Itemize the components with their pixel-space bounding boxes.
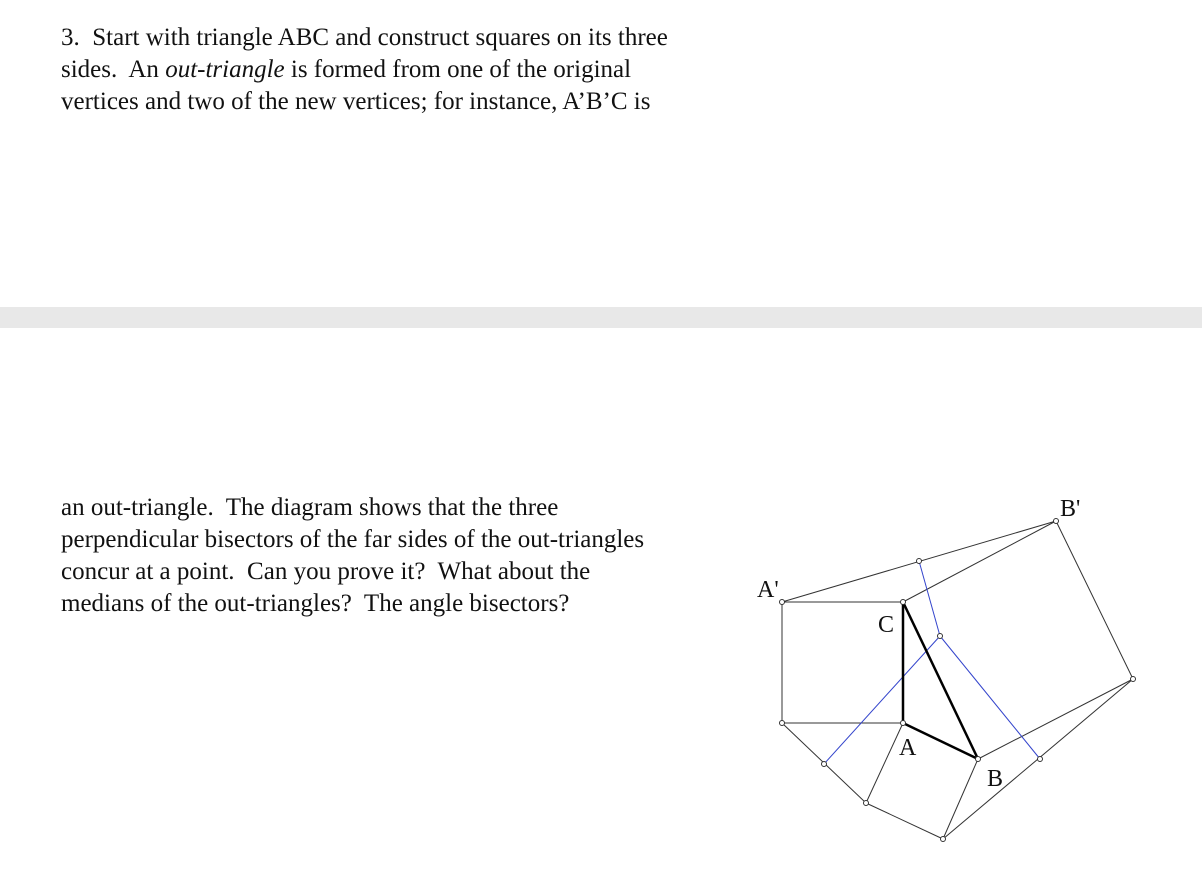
square-cb-bottom-edge <box>978 679 1133 759</box>
intro-line-1: 3. Start with triangle ABC and construct squares on its three <box>61 24 668 51</box>
cont-line-2: perpendicular bisectors of the far sides of the out-triangles <box>61 526 645 553</box>
point-A <box>901 721 906 726</box>
point-midpoint-left <box>822 762 827 767</box>
bisector-2 <box>824 636 940 764</box>
point-A-prime <box>780 600 785 605</box>
point-midpoint-top <box>917 559 922 564</box>
intro-line-3: vertices and two of the new vertices; for instance, A’B’C is <box>61 88 651 115</box>
square-ab-bottom-edge <box>866 803 943 839</box>
label-B-prime: B' <box>1060 496 1081 522</box>
point-concurrence <box>938 634 943 639</box>
square-ab-left-edge <box>866 723 903 803</box>
square-cb-top-edge <box>903 521 1056 602</box>
point-C <box>901 600 906 605</box>
point-B <box>976 757 981 762</box>
square-on-CB <box>903 521 1133 759</box>
point-square-cb-corner <box>1131 677 1136 682</box>
cont-line-3: concur at a point. Can you prove it? What about the <box>61 558 591 585</box>
square-on-AB <box>866 723 978 839</box>
point-square-ab-right <box>941 837 946 842</box>
construction-points <box>780 519 1136 842</box>
label-C: C <box>878 612 895 638</box>
bisector-1 <box>919 561 940 636</box>
label-B: B <box>987 766 1004 792</box>
point-square-ab-left <box>864 801 869 806</box>
cont-line-4: medians of the out-triangles? The angle bisectors? <box>61 590 570 617</box>
intro-line-2: sides. An out-triangle is formed from one of the original <box>61 56 632 83</box>
out-triangle-far-sides <box>782 521 1133 839</box>
label-A: A <box>899 735 917 761</box>
point-midpoint-right <box>1038 757 1043 762</box>
cont-line-1: an out-triangle. The diagram shows that the three <box>61 494 559 521</box>
bisector-3 <box>940 636 1040 759</box>
square-ab-right-edge <box>943 759 978 839</box>
label-A-prime: A' <box>757 577 779 603</box>
out-triangle-term: out-triangle <box>165 56 285 83</box>
problem-number: 3. <box>61 24 80 51</box>
point-B-prime <box>1054 519 1059 524</box>
point-square-ac-corner <box>780 721 785 726</box>
square-cb-right-edge <box>1056 521 1133 679</box>
